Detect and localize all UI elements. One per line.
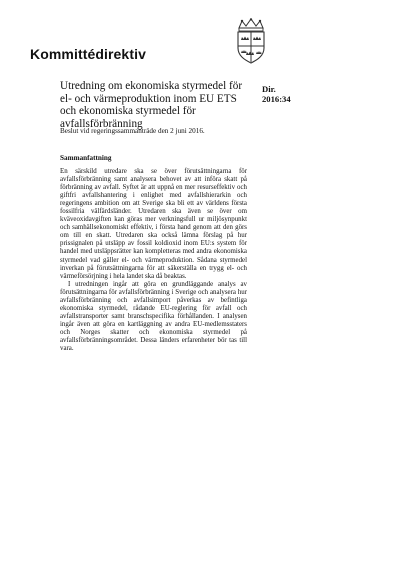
directive-number: 2016:34	[262, 94, 291, 104]
document-heading: Kommittédirektiv	[30, 46, 146, 62]
directive-label: Dir.	[262, 84, 276, 94]
summary-paragraph: En särskild utredare ska se över förutsättningarna för avfallsförbränning samt analysera behovet av att införa skatt på förbränning av avfall. Syftet är att uppnå en mer resurseffektiv och giftfri avfallshantering i enlighet med avfallshierarkin och regeringens ambition om att Sverige ska bli ett av världens första fossilfria välfärdsländer. Utredaren ska även se över om kväveoxidavgiften kan göras mer verkningsfull ur miljösynpunkt och samhällsekonomiskt effektiv, i första hand genom att den görs om till en skatt. Utredaren ska också lämna förslag på hur prissignalen på utsläpp av fossil koldioxid inom EU:s system för handel med utsläppsrätter kan kompletteras med andra ekonomiska styrmedel vad gäller el- och värmeproduktion. Sådana styrmedel inverkan på förutsättningarna för att säkerställa en trygg el- och värmeförsörjning i hela landet ska då beaktas.	[60, 168, 247, 280]
directive-title: Utredning om ekonomiska styrmedel för el- och värmeproduktion inom EU ETS och ekonomiska styrmedel för avfallsförbränning	[60, 80, 243, 130]
summary-paragraph: I utredningen ingår att göra en grundläggande analys av förutsättningarna för avfallsförbränning i Sverige och analysera hur avfallsförbränning och avfallsimport påverkas av befintliga ekonomiska styrmedel, rådande EU-reglering för avfall och avfallstransporter samt branschspecifika förhållanden. I analysen ingår även att göra en kartläggning av andra EU-medlemsstaters och Norges skatter och ekonomiska styrmedel på avfallsförbränningsområdet. Dessa länders erfarenheter bör tas till vara.	[60, 280, 247, 353]
summary-body	[60, 168, 247, 353]
swedish-coat-of-arms-icon	[230, 18, 272, 64]
section-title-summary: Sammanfattning	[60, 154, 112, 162]
decision-date: Beslut vid regeringssammanträde den 2 juni 2016.	[60, 127, 205, 135]
directive-number-block	[262, 84, 302, 104]
